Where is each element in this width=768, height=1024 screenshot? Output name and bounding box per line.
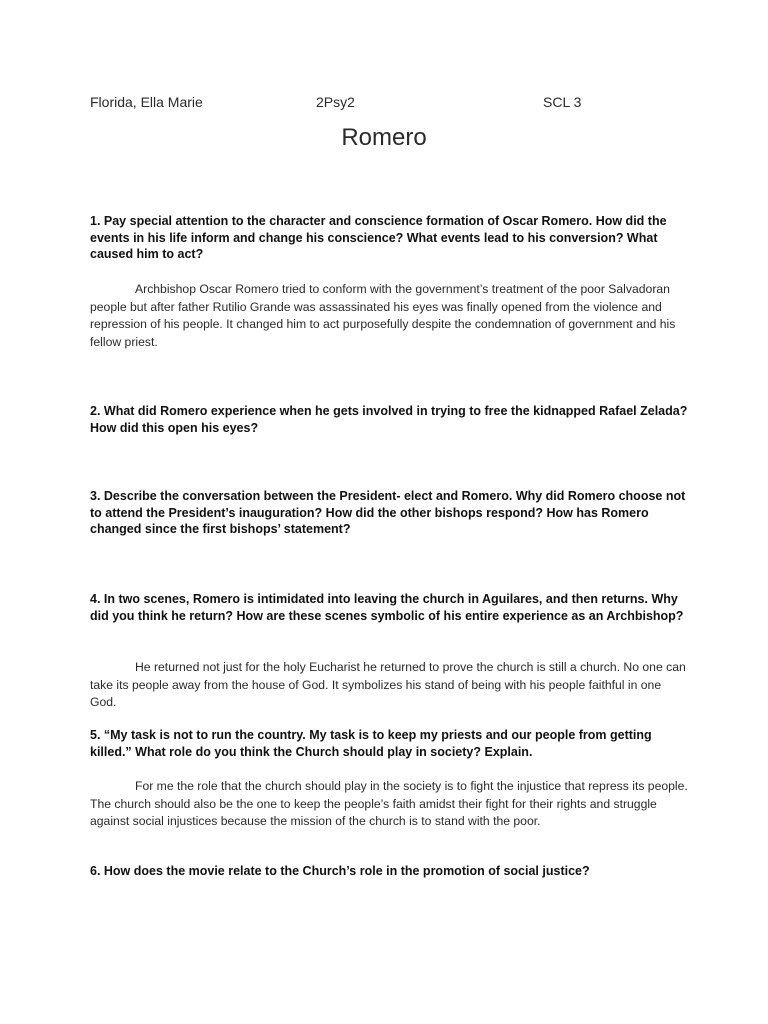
question-block-5 [90, 727, 690, 760]
question-5: 5. “My task is not to run the country. My task is to keep my priests and our people from getting killed.” What role do you think the Church should play in society? Explain. [90, 728, 652, 759]
document-title: Romero [341, 124, 427, 151]
answer-1: Archbishop Oscar Romero tried to conform with the government’s treatment of the poor Salvadoran people but after father Rutilio Grande was assassinated his eyes was finally opened from the violence and repression of his people. It changed him to act purposefully despite the condemnation of government and his fellow priest. [90, 282, 676, 349]
answer-block-4 [90, 659, 690, 712]
question-block-1 [90, 213, 690, 263]
question-block-6 [90, 863, 690, 880]
answer-block-1 [90, 281, 690, 351]
course-code: SCL 3 [543, 94, 582, 110]
class-section: 2Psy2 [316, 94, 355, 110]
question-3: 3. Describe the conversation between the President- elect and Romero. Why did Romero choose not to attend the President’s inauguration? How did the other bishops respond? How has Romero changed since the first bishops’ statement? [90, 489, 686, 536]
answer-5: For me the role that the church should play in the society is to fight the injustice that repress its people. The church should also be the one to keep the people’s faith amidst their fight for their rights and struggle against social injustices because the mission of the church is to stand with the poor. [90, 779, 688, 828]
question-block-4 [90, 591, 690, 624]
student-name: Florida, Ella Marie [90, 94, 203, 110]
question-6: 6. How does the movie relate to the Church’s role in the promotion of social justice? [90, 864, 590, 878]
answer-4: He returned not just for the holy Eucharist he returned to prove the church is still a church. No one can take its people away from the house of God. It symbolizes his stand of being with his people faithful in one God. [90, 660, 686, 709]
question-block-2 [90, 403, 690, 436]
answer-block-5 [90, 778, 690, 831]
question-4: 4. In two scenes, Romero is intimidated into leaving the church in Aguilares, and then returns. Why did you think he return? How are these scenes symbolic of his entire experience as an Archbishop? [90, 592, 684, 623]
question-1: 1. Pay special attention to the character and conscience formation of Oscar Romero. How did the events in his life inform and change his conscience? What events lead to his conversion? What caused him to act? [90, 214, 667, 261]
question-2: 2. What did Romero experience when he gets involved in trying to free the kidnapped Rafael Zelada? How did this open his eyes? [90, 404, 688, 435]
question-block-3 [90, 488, 690, 538]
